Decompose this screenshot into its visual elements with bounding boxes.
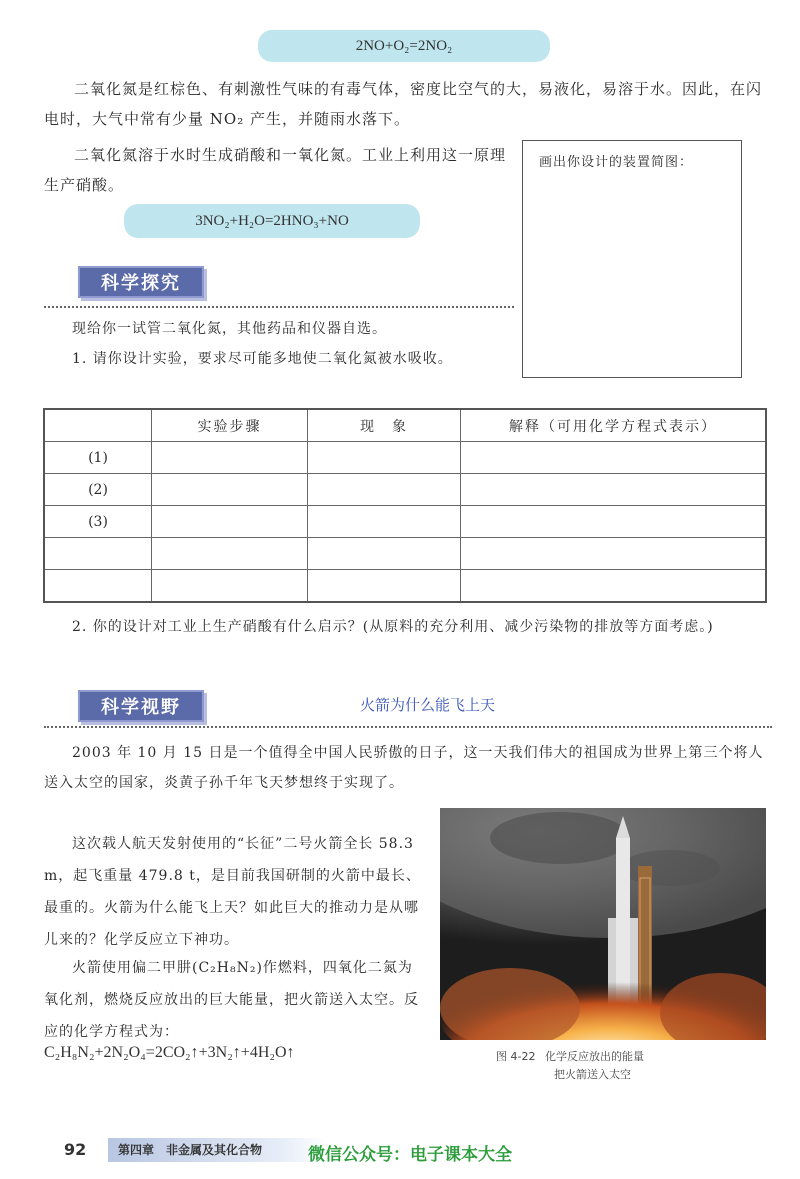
drawing-box-label: 画出你设计的装置简图： [539, 155, 694, 170]
table-cell[interactable] [461, 538, 767, 570]
vision-title: 火箭为什么能飞上天 [360, 696, 496, 714]
table-header-cell: 实验步骤 [152, 409, 308, 442]
row-label: (1) [44, 442, 152, 474]
experiment-table [43, 408, 767, 603]
vision-paragraph-1: 2003 年 10 月 15 日是一个值得全中国人民骄傲的日子，这一天我们伟大的祖国成为世界上第三个将人送入太空的国家，炎黄子孙千年飞天梦想终于实现了。 [44, 745, 764, 791]
chapter-bar [108, 1138, 328, 1162]
inquiry-intro: 现给你一试管二氧化氮，其他药品和仪器自选。 [72, 321, 387, 337]
paragraph-no2-water: 二氧化氮溶于水时生成硝酸和一氧化氮。工业上利用这一原理生产硝酸。 [44, 146, 507, 194]
table-row [44, 474, 766, 506]
equation-no-oxidation [258, 30, 550, 62]
section-divider [44, 726, 772, 728]
table-cell[interactable] [152, 570, 308, 603]
section-divider [44, 306, 514, 308]
rocket-launch-illustration [440, 808, 766, 1040]
table-cell[interactable] [152, 538, 308, 570]
caption-number: 图 4-22 [496, 1050, 536, 1063]
equation-no2-water [124, 204, 420, 238]
paragraph-no2-properties: 二氧化氮是红棕色、有刺激性气味的有毒气体，密度比空气的大，易液化，易溶于水。因此，在闪电时，大气中常有少量 NO₂ 产生，并随雨水落下。 [44, 80, 763, 128]
figure-caption [496, 1048, 776, 1084]
table-header-cell: 现 象 [308, 409, 461, 442]
science-vision-badge: 科学视野 [78, 690, 204, 722]
apparatus-drawing-box[interactable] [522, 140, 742, 378]
caption-line-2: 把火箭送入太空 [554, 1068, 631, 1081]
table-cell[interactable] [152, 506, 308, 538]
table-cell[interactable] [308, 474, 461, 506]
table-cell[interactable] [152, 474, 308, 506]
equation-rocket-combustion: C₂H₈N₂+2N₂O₄=2CO₂↑+3N₂↑+4H₂O↑ [44, 1044, 295, 1061]
table-cell[interactable] [152, 442, 308, 474]
table-cell[interactable] [308, 570, 461, 603]
caption-line-1: 化学反应放出的能量 [544, 1050, 644, 1063]
table-cell[interactable] [308, 506, 461, 538]
science-inquiry-badge: 科学探究 [78, 266, 204, 298]
equation-text: 3NO₂+H₂O=2HNO₃+NO [195, 213, 349, 229]
table-cell[interactable] [308, 442, 461, 474]
row-label: (2) [44, 474, 152, 506]
row-label [44, 570, 152, 603]
rocket-launch-photo [440, 808, 766, 1040]
table-cell[interactable] [461, 474, 767, 506]
table-row [44, 442, 766, 474]
table-cell[interactable] [308, 538, 461, 570]
inquiry-question-1: 1. 请你设计实验，要求尽可能多地使二氧化氮被水吸收。 [72, 351, 453, 367]
table-cell[interactable] [461, 570, 767, 603]
vision-paragraph-2: 这次载人航天发射使用的“长征”二号火箭全长 58.3 m，起飞重量 479.8 t，是目前我国研制的火箭中最长、最重的。火箭为什么能飞上天？如此巨大的推动力是从哪儿来的？化学反应立下神功。 [44, 836, 421, 948]
table-row [44, 570, 766, 603]
page-number: 92 [64, 1140, 87, 1159]
table-row [44, 506, 766, 538]
watermark-text: 微信公众号：电子课本大全 [308, 1145, 512, 1165]
equation-text: 2NO+O₂=2NO₂ [355, 38, 453, 54]
vision-paragraph-3: 火箭使用偏二甲肼(C₂H₈N₂)作燃料，四氧化二氮为氧化剂，燃烧反应放出的巨大能量，把火箭送入太空。反应的化学方程式为： [44, 960, 419, 1040]
inquiry-question-2: 2. 你的设计对工业上生产硝酸有什么启示？(从原料的充分利用、减少污染物的排放等方面考虑。) [72, 619, 714, 635]
table-cell[interactable] [461, 506, 767, 538]
row-label: (3) [44, 506, 152, 538]
table-header-cell: 解释（可用化学方程式表示） [461, 409, 767, 442]
table-cell[interactable] [461, 442, 767, 474]
chapter-label: 第四章 非金属及其化合物 [118, 1143, 263, 1157]
row-label [44, 538, 152, 570]
table-row [44, 538, 766, 570]
table-header-cell [44, 409, 152, 442]
table-header-row [44, 409, 766, 442]
